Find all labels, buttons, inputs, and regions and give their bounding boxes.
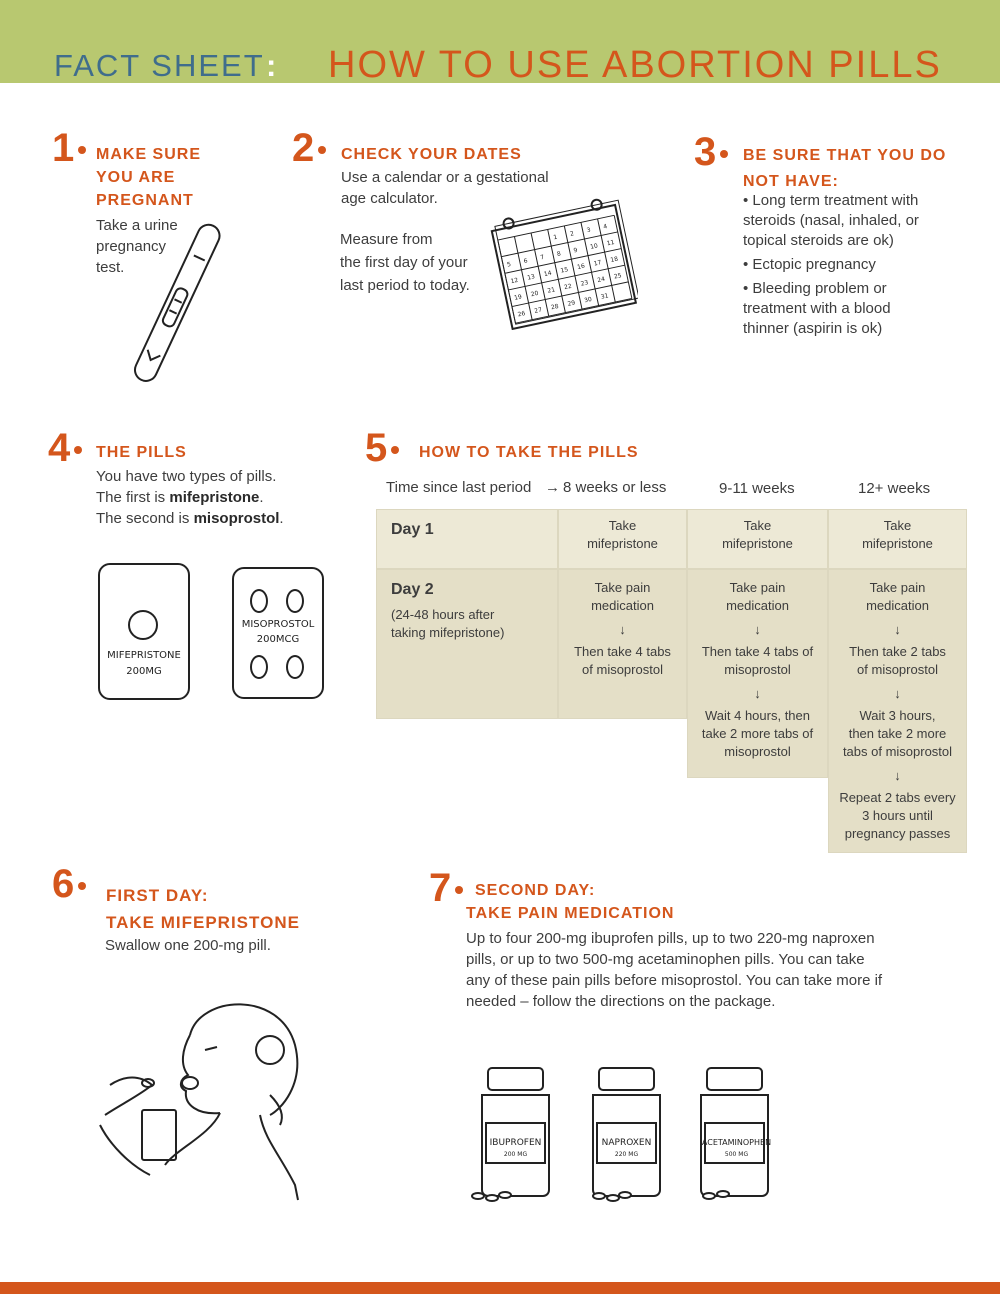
- calendar-day: 31: [600, 292, 610, 301]
- ibuprofen-label: IBUPROFEN 200 MG: [489, 1138, 542, 1158]
- calendar-day: 9: [573, 246, 579, 255]
- calendar-day: 14: [543, 269, 553, 279]
- day-1-col-3-text: Take mifepristone: [862, 518, 933, 551]
- calendar-day: 25: [613, 272, 623, 281]
- pregnancy-test-illustration: [128, 210, 238, 390]
- arrow-down-icon: ↓: [619, 622, 626, 637]
- naproxen-label: NAPROXEN 220 MG: [601, 1138, 652, 1158]
- calendar-day: 23: [580, 279, 590, 288]
- calendar-day: 17: [593, 259, 603, 268]
- bottle-icon: [470, 1065, 560, 1205]
- step-1-title: MAKE SURE YOU ARE PREGNANT: [96, 146, 202, 209]
- day-2-col-3-text: Take pain medication ↓ Then take 2 tabs of misoprostol ↓ Wait 3 hours, then take 2 more tabs of misoprostol ↓ Repeat 2 tabs every 3 hours until pregnancy passes: [828, 579, 967, 843]
- step-2-body-2: Measure from the first day of your last period to today.: [340, 231, 470, 294]
- mifepristone-pack: [98, 563, 190, 700]
- step-6-number: 6: [52, 864, 86, 904]
- col-12-weeks: 12+ weeks: [858, 480, 931, 497]
- acetaminophen-bottle: [695, 1065, 785, 1205]
- misoprostol-label: MISOPROSTOL 200MCG: [241, 619, 315, 645]
- list-item: • Long term treatment with steroids (nasal, inhaled, or topical steroids are ok): [743, 192, 919, 249]
- naproxen-bottle: [585, 1065, 675, 1205]
- calendar-day: 12: [510, 276, 519, 286]
- day-1-col-1-text: Take mifepristone: [587, 518, 658, 551]
- day-2-col-1-text: Take pain medication ↓ Then take 4 tabs of misoprostol: [558, 579, 687, 679]
- pill-slot: [250, 655, 268, 679]
- calendar-day: 4: [602, 223, 608, 231]
- calendar-day: 22: [563, 282, 573, 292]
- calendar-day: 27: [533, 306, 543, 315]
- step-7-number: 7: [429, 868, 463, 908]
- pill-slot: [128, 610, 158, 640]
- arrow-down-icon: ↓: [894, 622, 901, 637]
- step-7-title-line-1: SECOND DAY:: [475, 882, 596, 899]
- step-1-number: 1: [52, 128, 86, 168]
- step-4-title: THE PILLS: [96, 444, 187, 461]
- calendar-day: 20: [530, 289, 540, 299]
- pill-slot: [250, 589, 268, 613]
- arrow-down-icon: ↓: [894, 686, 901, 701]
- calendar-day: 13: [526, 273, 536, 282]
- mifepristone-label: MIFEPRISTONE 200MG: [107, 650, 181, 677]
- footer-bar: [0, 1282, 1000, 1294]
- arrow-icon: →: [545, 479, 560, 496]
- step-7-title-line-2: TAKE PAIN MEDICATION: [466, 905, 675, 922]
- day-1-col-2-text: Take mifepristone: [722, 518, 793, 551]
- header-separator: :: [266, 48, 277, 83]
- calendar-day: 1: [552, 233, 559, 242]
- acetaminophen-label: ACETAMINOPHEN 500 MG: [701, 1138, 772, 1158]
- step-3-number: 3: [694, 132, 728, 172]
- day-1-label: Day 1: [391, 521, 434, 538]
- arrow-down-icon: ↓: [894, 768, 901, 783]
- calendar-day: 10: [589, 242, 599, 251]
- calendar-illustration: [488, 195, 638, 330]
- step-2-body-1: Use a calendar or a gestational age calculator.: [341, 169, 549, 207]
- calendar-day: 18: [609, 255, 619, 264]
- step-3-title: BE SURE THAT YOU DO NOT HAVE:: [743, 147, 947, 190]
- col-8-weeks: 8 weeks or less: [563, 479, 667, 496]
- calendar-day: 19: [513, 293, 523, 302]
- calendar-day: 8: [556, 250, 562, 258]
- calendar-day: 3: [586, 226, 592, 235]
- step-2-number: 2: [292, 128, 326, 168]
- arrow-down-icon: ↓: [754, 686, 761, 701]
- step-6-title: FIRST DAY: TAKE MIFEPRISTONE: [106, 886, 300, 932]
- step-1-body: Take a urine pregnancy test.: [96, 217, 178, 276]
- ibuprofen-bottle: [470, 1065, 560, 1205]
- calendar-day: 24: [596, 275, 606, 285]
- person-taking-pill-illustration: [80, 975, 310, 1230]
- calendar-day: 16: [576, 262, 586, 272]
- calendar-day: 26: [517, 310, 527, 319]
- col-9-11-weeks: 9-11 weeks: [719, 480, 795, 497]
- step-3-list: [743, 191, 919, 339]
- step-6-body: Swallow one 200-mg pill.: [105, 937, 271, 954]
- page-title: HOW TO USE ABORTION PILLS: [328, 44, 942, 86]
- day-2-sublabel: (24-48 hours after taking mifepristone): [391, 607, 505, 640]
- pill-slot: [286, 655, 304, 679]
- calendar-day: 5: [506, 260, 512, 269]
- calendar-day: 21: [546, 286, 556, 295]
- arrow-down-icon: ↓: [754, 622, 761, 637]
- fact-sheet-label: FACT SHEET: [54, 48, 265, 83]
- calendar-day: 29: [566, 299, 576, 308]
- bottle-icon: [585, 1065, 675, 1205]
- list-item: • Bleeding problem or treatment with a blood thinner (aspirin is ok): [743, 280, 891, 337]
- step-2-title: CHECK YOUR DATES: [341, 146, 522, 163]
- list-item: • Ectopic pregnancy: [743, 256, 876, 273]
- misoprostol-pack: [232, 567, 324, 699]
- day-2-col-2-text: Take pain medication ↓ Then take 4 tabs of misoprostol ↓ Wait 4 hours, then take 2 more tabs of misoprostol: [687, 579, 828, 761]
- day-2-label: Day 2: [391, 581, 434, 598]
- step-5-number: 5: [365, 428, 399, 468]
- step-5-title: HOW TO TAKE THE PILLS: [419, 444, 639, 461]
- calendar-day: 15: [559, 266, 569, 275]
- step-4-body: You have two types of pills. The first is mifepristone. The second is misoprostol.: [96, 468, 284, 527]
- day-1-label-cell: [376, 509, 558, 569]
- calendar-day: 7: [539, 253, 545, 262]
- calendar-day: 6: [523, 257, 529, 266]
- calendar-day: 28: [550, 302, 560, 312]
- step-4-number: 4: [48, 428, 82, 468]
- row-label-time: Time since last period: [386, 479, 532, 496]
- pill-slot: [286, 589, 304, 613]
- calendar-day: 11: [606, 238, 616, 248]
- calendar-day: 2: [569, 230, 575, 238]
- step-7-body: Up to four 200-mg ibuprofen pills, up to two 220-mg naproxen pills, or up to two 500-mg acetaminophen pills. You can take any of these pain pills before misoprostol. You can take more if needed – follow the directions on the package.: [466, 930, 883, 1010]
- calendar-day: 30: [583, 295, 593, 305]
- bottle-icon: [695, 1065, 785, 1205]
